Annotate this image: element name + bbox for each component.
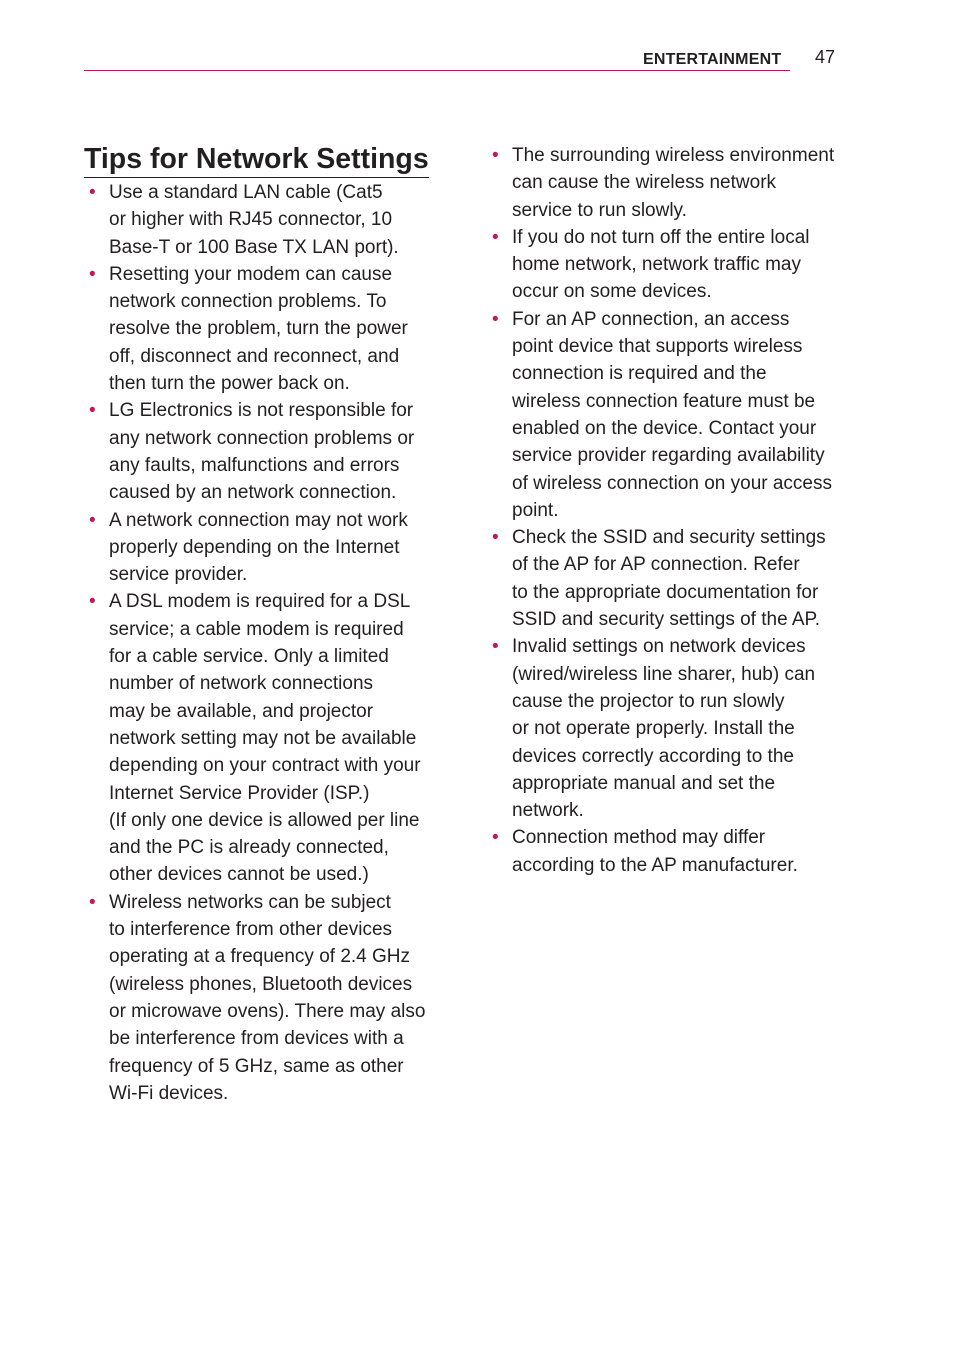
bullet-text-line: caused by an network connection. <box>109 482 397 504</box>
bullet-text-line: Base-T or 100 Base TX LAN port). <box>109 236 399 258</box>
bullet-text-line: any faults, malfunctions and errors <box>109 454 400 476</box>
bullet-text-line: network. <box>512 800 584 822</box>
bullet-dot-icon: • <box>89 263 96 285</box>
bullet-dot-icon: • <box>89 891 96 913</box>
bullet-text-line: LG Electronics is not responsible for <box>109 400 414 422</box>
bullet-text-line: wireless connection feature must be <box>512 390 816 412</box>
bullet-text-line: Wireless networks can be subject <box>109 891 391 913</box>
bullet-text-line: or not operate properly. Install the <box>512 718 795 740</box>
bullet-text-line: Connection method may differ <box>512 827 766 849</box>
bullet-text-line: according to the AP manufacturer. <box>512 854 798 876</box>
bullet-item <box>84 179 444 261</box>
right-bullet-list <box>487 142 857 879</box>
page-title: Tips for Network Settings <box>84 141 429 178</box>
bullet-dot-icon: • <box>89 591 96 613</box>
bullet-text-line: Use a standard LAN cable (Cat5 <box>109 182 383 203</box>
bullet-text-line: For an AP connection, an access <box>512 308 790 330</box>
left-bullet-list <box>84 179 444 1107</box>
bullet-text-line: other devices cannot be used.) <box>109 864 369 886</box>
bullet-text-line: network connection problems. To <box>109 291 387 313</box>
bullet-dot-icon: • <box>492 527 499 549</box>
bullet-text-line: off, disconnect and reconnect, and <box>109 345 400 367</box>
bullet-text-line: can cause the wireless network <box>512 172 777 194</box>
bullet-dot-icon: • <box>492 145 499 166</box>
bullet-text-line: service; a cable modem is required <box>109 618 404 640</box>
bullet-item <box>84 889 444 1107</box>
bullet-text-line: connection is required and the <box>512 363 767 385</box>
bullet-text-line: point. <box>512 499 559 521</box>
bullet-text-line: for a cable service. Only a limited <box>109 646 389 668</box>
bullet-item <box>487 306 857 524</box>
bullet-text-line: point device that supports wireless <box>512 336 803 358</box>
bullet-text-line: enabled on the device. Contact your <box>512 417 817 439</box>
bullet-text-line: then turn the power back on. <box>109 373 350 395</box>
bullet-text-line: any network connection problems or <box>109 427 415 449</box>
page-number: 47 <box>815 47 836 67</box>
bullet-text-line: (wireless phones, Bluetooth devices <box>109 973 413 995</box>
bullet-text-line: of the AP for AP connection. Refer <box>512 554 800 576</box>
bullet-item <box>84 507 444 589</box>
bullet-text-line: service provider. <box>109 564 248 586</box>
section-label: ENTERTAINMENT <box>643 51 782 68</box>
bullet-text-line: operating at a frequency of 2.4 GHz <box>109 946 411 968</box>
bullet-item <box>487 142 857 224</box>
bullet-text-line: resolve the problem, turn the power <box>109 318 408 340</box>
bullet-text-line: appropriate manual and set the <box>512 772 776 794</box>
bullet-item <box>487 224 857 306</box>
bullet-text-line: (If only one device is allowed per line <box>109 809 420 831</box>
bullet-text-line: A network connection may not work <box>109 509 408 531</box>
bullet-dot-icon: • <box>492 308 499 330</box>
bullet-text-line: Internet Service Provider (ISP.) <box>109 782 370 804</box>
bullet-text-line: to interference from other devices <box>109 919 393 941</box>
bullet-item <box>487 824 857 879</box>
bullet-dot-icon: • <box>89 509 96 531</box>
bullet-text-line: SSID and security settings of the AP. <box>512 609 821 631</box>
bullet-text-line: service provider regarding availability <box>512 445 825 467</box>
bullet-text-line: Check the SSID and security settings <box>512 527 826 549</box>
bullet-text-line: and the PC is already connected, <box>109 837 389 859</box>
bullet-text-line: The surrounding wireless environment <box>512 145 835 166</box>
bullet-text-line: properly depending on the Internet <box>109 536 400 558</box>
bullet-item <box>84 397 444 506</box>
bullet-text-line: or microwave ovens). There may also <box>109 1000 426 1022</box>
bullet-item <box>84 261 444 397</box>
bullet-text-line: to the appropriate documentation for <box>512 581 819 603</box>
bullet-dot-icon: • <box>492 827 499 849</box>
bullet-text-line: Invalid settings on network devices <box>512 636 806 658</box>
bullet-text-line: number of network connections <box>109 673 374 695</box>
bullet-text-line: devices correctly according to the <box>512 745 794 767</box>
bullet-item <box>487 524 857 633</box>
bullet-text-line: network setting may not be available <box>109 727 417 749</box>
bullet-text-line: service to run slowly. <box>512 199 687 221</box>
bullet-dot-icon: • <box>89 182 96 203</box>
bullet-text-line: may be available, and projector <box>109 700 374 722</box>
bullet-text-line: or higher with RJ45 connector, 10 <box>109 209 393 231</box>
bullet-text-line: depending on your contract with your <box>109 755 421 777</box>
header-rule <box>84 70 790 71</box>
bullet-text-line: frequency of 5 GHz, same as other <box>109 1055 404 1077</box>
bullet-text-line: cause the projector to run slowly <box>512 690 785 712</box>
bullet-text-line: Wi-Fi devices. <box>109 1082 229 1104</box>
bullet-text-line: Resetting your modem can cause <box>109 263 393 285</box>
bullet-text-line: occur on some devices. <box>512 281 712 303</box>
bullet-item <box>84 588 444 888</box>
bullet-text-line: home network, network traffic may <box>512 254 801 276</box>
bullet-dot-icon: • <box>89 400 96 422</box>
bullet-text-line: be interference from devices with a <box>109 1028 404 1050</box>
bullet-text-line: A DSL modem is required for a DSL <box>109 591 411 613</box>
bullet-text-line: (wired/wireless line sharer, hub) can <box>512 663 816 685</box>
bullet-dot-icon: • <box>492 226 499 248</box>
bullet-dot-icon: • <box>492 636 499 658</box>
bullet-item <box>487 633 857 824</box>
bullet-text-line: If you do not turn off the entire local <box>512 226 810 248</box>
bullet-text-line: of wireless connection on your access <box>512 472 832 494</box>
